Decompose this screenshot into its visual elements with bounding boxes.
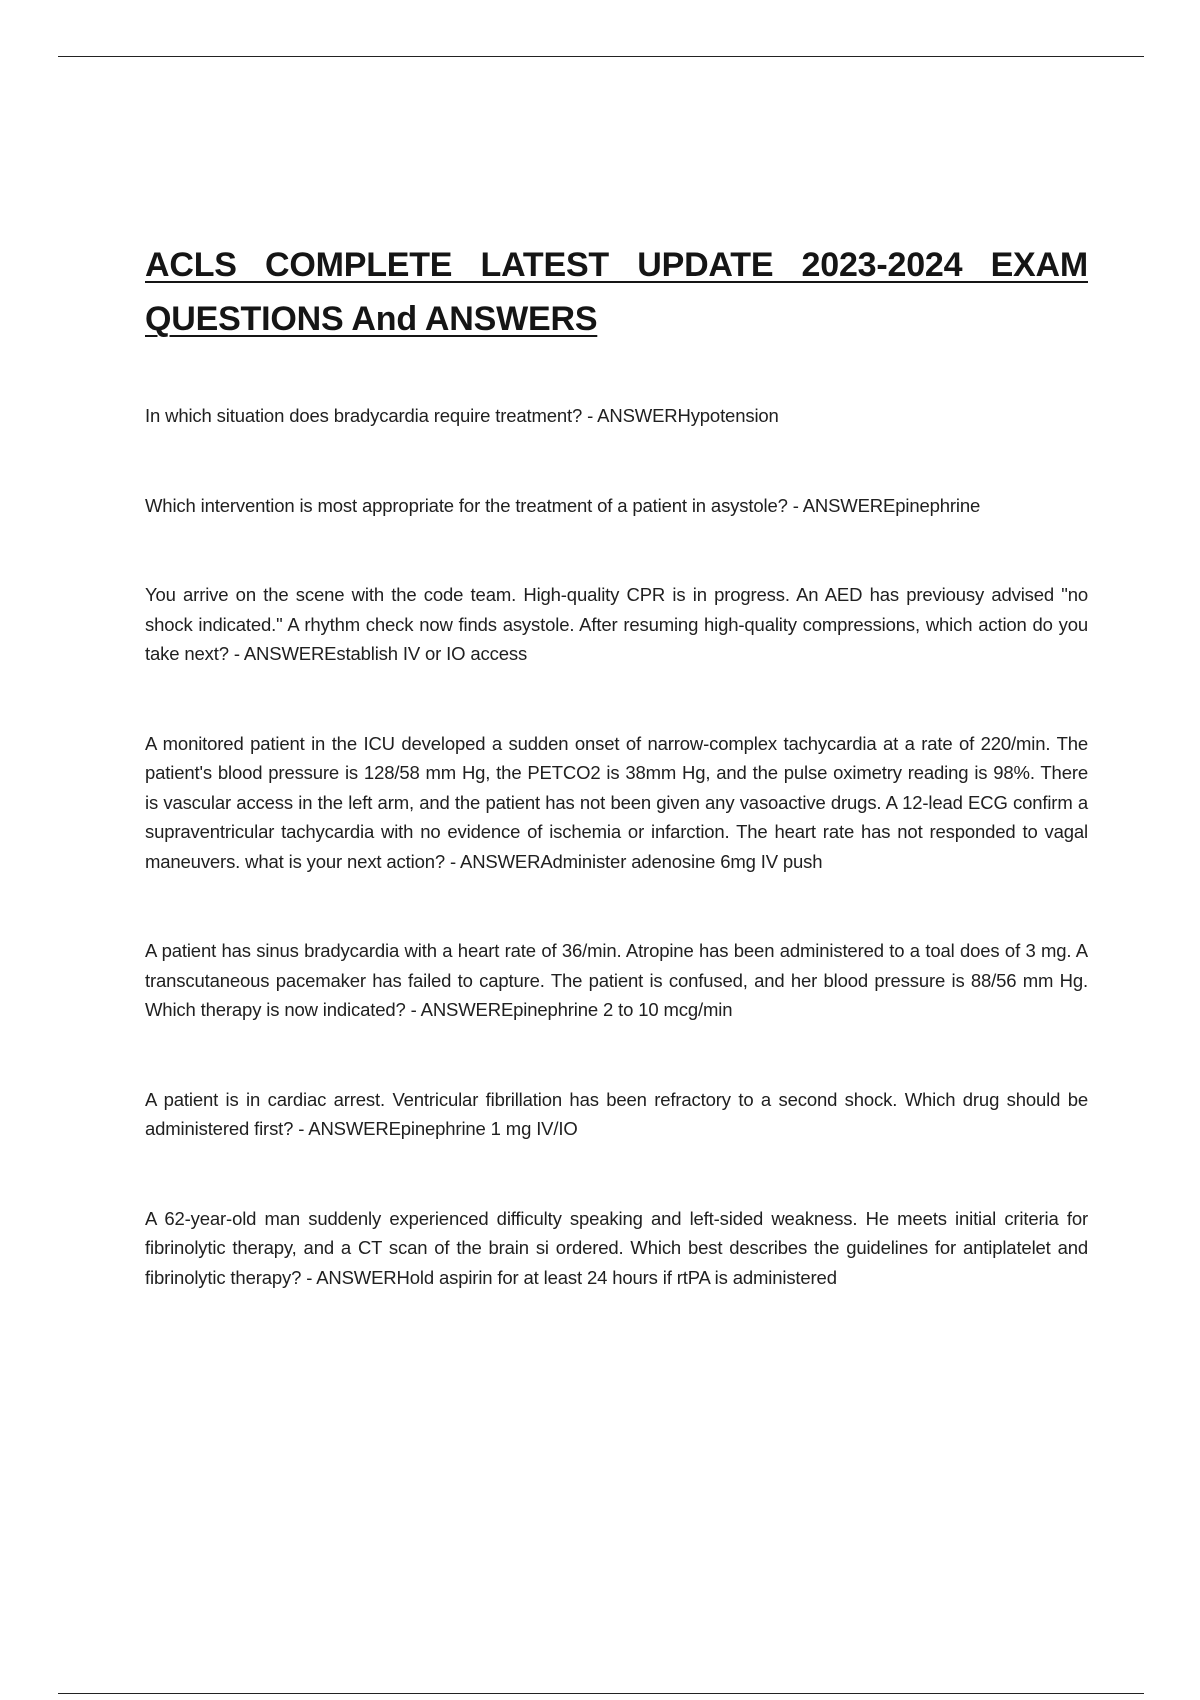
qa-item [145,936,1088,1025]
answer-label: ANSWER [460,850,541,872]
answer-separator: - [293,1118,309,1139]
answer-label: ANSWER [597,405,678,426]
answer-separator: - [445,850,460,872]
question-text: A patient has sinus bradycardia with a heart rate of 36/min. Atropine has been administered to a toal does of 3 mg. A transcutaneous pacemaker has failed to capture. The patient is confused, and her blood pressure is 88/56 mm Hg. Which therapy is now indicated? [145,940,1088,1020]
qa-item [145,1085,1088,1144]
answer-text: Epinephrine 1 mg IV/IO [388,1118,578,1139]
answer-separator: - [228,643,244,664]
answer-text: Epinephrine [883,494,981,516]
qa-item [145,1204,1088,1293]
answer-label: ANSWER [802,494,884,516]
answer-label: ANSWER [308,1118,389,1139]
bottom-rule [58,1693,1144,1694]
qa-item [145,729,1088,877]
question-text: In which situation does bradycardia require treatment? [145,405,583,426]
answer-separator: - [787,494,803,516]
answer-separator: - [582,405,598,426]
answer-text: Establish IV or IO access [324,643,528,664]
answer-label: ANSWER [420,999,501,1020]
question-text: A monitored patient in the ICU developed a sudden onset of narrow-complex tachycardia at a rate of 220/min. The patient's blood pressure is 128/58 mm Hg, the PETCO2 is 38mm Hg, and the pulse oximetry reading is 98%. There is vascular access in the left arm, and the patient has not been given any vasoactive drugs. A 12-lead ECG confirm a supraventricular tachycardia with no evidence of ischemia or infarction. The heart rate has not responded to vagal maneuvers. what is your next action? [145,732,1088,872]
answer-separator: - [301,1266,317,1288]
question-text: A 62-year-old man suddenly experienced difficulty speaking and left-sided weakness. He meets initial criteria for fibrinolytic therapy, and a CT scan of the brain si ordered. Which best describes the guidelines for antiplatelet and fibrinolytic therapy? [145,1207,1088,1288]
answer-text: Epinephrine 2 to 10 mcg/min [500,999,733,1020]
question-text: You arrive on the scene with the code team. High-quality CPR is in progress. An AED has previousy advised "no shock indicated." A rhythm check now finds asystole. After resuming high-quality compressions, which action do you take next? [145,584,1088,664]
answer-label: ANSWER [243,643,325,664]
answer-text: Administer adenosine 6mg IV push [540,850,823,872]
question-text: Which intervention is most appropriate for the treatment of a patient in asystole? [145,494,788,516]
question-text: A patient is in cardiac arrest. Ventricular fibrillation has been refractory to a second shock. Which drug should be administered first? [145,1088,1088,1139]
document-title: ACLS COMPLETE LATEST UPDATE 2023-2024 EXAM QUESTIONS And ANSWERS [145,246,1088,338]
document-body [145,238,1088,1352]
qa-item [145,580,1088,669]
answer-text: Hold aspirin for at least 24 hours if rtPA is administered [396,1266,837,1288]
qa-item [145,401,1088,431]
answer-separator: - [405,999,421,1020]
top-rule [58,56,1144,57]
answer-label: ANSWER [316,1266,397,1288]
answer-text: Hypotension [677,405,779,426]
qa-list [145,401,1088,1292]
qa-item [145,491,1088,521]
